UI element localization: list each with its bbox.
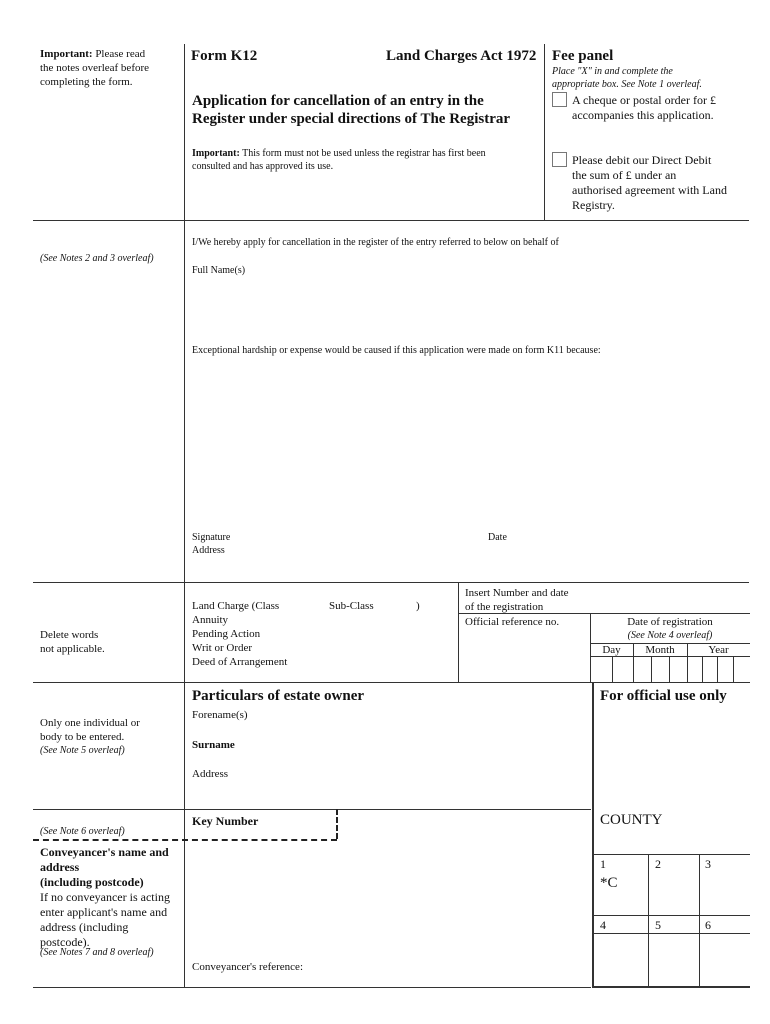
direct-debit-option-text <box>572 153 762 213</box>
charge-type-land-charge[interactable]: Land Charge (Class <box>192 600 280 612</box>
year-label: Year <box>708 644 729 656</box>
official-use-title: For official use only <box>600 688 727 704</box>
day-label: Day <box>602 644 621 656</box>
fee-instruction-line: Place "X" in and complete the <box>552 66 673 77</box>
important-label: Important: <box>40 48 93 60</box>
key-number-field[interactable] <box>190 830 334 838</box>
conveyancer-title-line: Conveyancer's name and <box>40 845 169 859</box>
usage-note-text: This form must not be used unless the registrar has first been <box>242 148 486 159</box>
left-column-divider <box>184 44 185 987</box>
charge-type-annuity[interactable]: Annuity <box>192 614 229 626</box>
estate-owner-side-line: Only one individual or <box>40 717 140 729</box>
date-label: Date <box>488 532 507 543</box>
direct-debit-line: the sum of £ under an <box>572 168 677 182</box>
key-number-side-note: (See Note 6 overleaf) <box>40 826 125 837</box>
date-of-registration-note: (See Note 4 overleaf) <box>627 630 713 641</box>
important-line: the notes overleaf before <box>40 62 150 74</box>
cheque-option-text <box>572 93 762 123</box>
delete-words-line: Delete words <box>40 629 99 641</box>
official-cell-1: 1 <box>600 857 606 871</box>
official-cell-2: 2 <box>655 857 661 871</box>
full-name-field[interactable] <box>190 280 540 330</box>
official-cell-5: 5 <box>655 918 661 932</box>
month-label: Month <box>645 644 675 656</box>
date-of-registration-label: Date of registration <box>627 616 713 628</box>
county-label: COUNTY <box>600 812 663 828</box>
application-intro: I/We hereby apply for cancellation in the register of the entry referred to below on behalf of <box>192 237 559 248</box>
important-note <box>40 47 180 89</box>
date-of-registration-input[interactable] <box>591 657 749 681</box>
fee-panel-instruction <box>552 65 767 91</box>
conveyancer-info-line: postcode). <box>40 935 90 949</box>
delete-words-line: not applicable. <box>40 643 105 655</box>
forenames-label: Forename(s) <box>192 709 248 721</box>
key-number-dashed-right <box>336 809 338 839</box>
cheque-checkbox[interactable] <box>552 92 567 107</box>
estate-owner-fields[interactable] <box>190 722 588 806</box>
subclass-close: ) <box>416 600 420 612</box>
conveyancer-info <box>40 890 182 950</box>
official-cell-6: 6 <box>705 918 711 932</box>
estate-owner-bottom-rule <box>33 809 591 810</box>
act-title: Land Charges Act 1972 <box>386 48 537 64</box>
official-grid-col <box>699 854 700 987</box>
conveyancer-info-line: address (including <box>40 920 129 934</box>
form-title-line: Application for cancellation of an entry in the <box>192 93 484 109</box>
hardship-field[interactable] <box>190 360 745 520</box>
cheque-option-line: accompanies this application. <box>572 108 714 122</box>
insert-registration-note <box>465 586 569 614</box>
fee-panel-title: Fee panel <box>552 48 614 64</box>
official-cell-4: 4 <box>600 918 606 932</box>
surname-label: Surname <box>192 739 235 751</box>
charge-type-deed-of-arrangement[interactable]: Deed of Arrangement <box>192 656 288 668</box>
conveyancer-info-line: enter applicant's name and <box>40 905 168 919</box>
charge-type-list <box>192 599 287 669</box>
official-bottom-rule <box>593 986 750 988</box>
key-number-label: Key Number <box>192 814 259 828</box>
official-c-mark: *C <box>600 875 618 891</box>
conveyancer-title-line: (including postcode) <box>40 875 144 889</box>
official-cell-3: 3 <box>705 857 711 871</box>
hardship-label: Exceptional hardship or expense would be caused if this application were made on form K11 because: <box>192 345 601 356</box>
conveyancer-reference-label: Conveyancer's reference: <box>192 961 303 973</box>
usage-note-label: Important: <box>192 148 240 159</box>
official-grid-col <box>648 854 649 987</box>
application-side-note: (See Notes 2 and 3 overleaf) <box>40 253 154 264</box>
charge-type-writ-or-order[interactable]: Writ or Order <box>192 642 253 654</box>
estate-owner-note: (See Note 5 overleaf) <box>40 745 125 756</box>
cheque-option-line: A cheque or postal order for £ <box>572 93 716 107</box>
address-label: Address <box>192 545 225 556</box>
form-bottom-rule <box>33 987 591 988</box>
official-grid-inner <box>593 933 750 934</box>
official-reference-label: Official reference no. <box>465 616 560 628</box>
full-name-label: Full Name(s) <box>192 265 246 276</box>
fee-instruction-line: appropriate box. See Note 1 overleaf. <box>552 79 702 90</box>
estate-owner-address-label: Address <box>192 768 229 780</box>
insert-registration-line: Insert Number and date <box>465 587 569 599</box>
official-grid-middle <box>593 915 750 916</box>
signature-label: Signature <box>192 532 231 543</box>
header-bottom-rule <box>33 220 749 221</box>
insert-registration-line: of the registration <box>465 601 544 613</box>
registration-bottom-rule <box>33 682 750 683</box>
conveyancer-address-field[interactable] <box>190 846 588 946</box>
official-reference-field[interactable] <box>460 630 588 680</box>
conveyancer-title-line: address <box>40 860 80 874</box>
key-number-dashed-bottom <box>33 839 337 841</box>
registration-divider <box>458 582 459 682</box>
conveyancer-info-line: If no conveyancer is acting <box>40 890 170 904</box>
important-line: completing the form. <box>40 76 133 88</box>
important-text: Please read <box>95 48 146 60</box>
usage-note <box>192 147 537 173</box>
fee-panel-divider <box>544 44 545 220</box>
direct-debit-line: Registry. <box>572 198 615 212</box>
form-title <box>192 92 510 128</box>
form-title-line: Register under special directions of The Registrar <box>192 111 511 127</box>
estate-owner-title: Particulars of estate owner <box>192 688 365 704</box>
official-grid-top <box>593 854 750 855</box>
charge-type-pending-action[interactable]: Pending Action <box>192 628 261 640</box>
official-use-border <box>592 682 594 988</box>
usage-note-line: consulted and has approved its use. <box>192 161 334 172</box>
form-id: Form K12 <box>191 48 258 64</box>
direct-debit-line: authorised agreement with Land <box>572 183 727 197</box>
direct-debit-line: Please debit our Direct Debit <box>572 153 712 167</box>
direct-debit-checkbox[interactable] <box>552 152 567 167</box>
subclass-label: Sub-Class <box>329 600 374 612</box>
estate-owner-side-note <box>40 716 140 758</box>
application-bottom-rule <box>33 582 749 583</box>
conveyancer-side-note: (See Notes 7 and 8 overleaf) <box>40 947 154 958</box>
conveyancer-title <box>40 845 182 890</box>
delete-words-note <box>40 628 105 656</box>
estate-owner-side-line: body to be entered. <box>40 731 125 743</box>
